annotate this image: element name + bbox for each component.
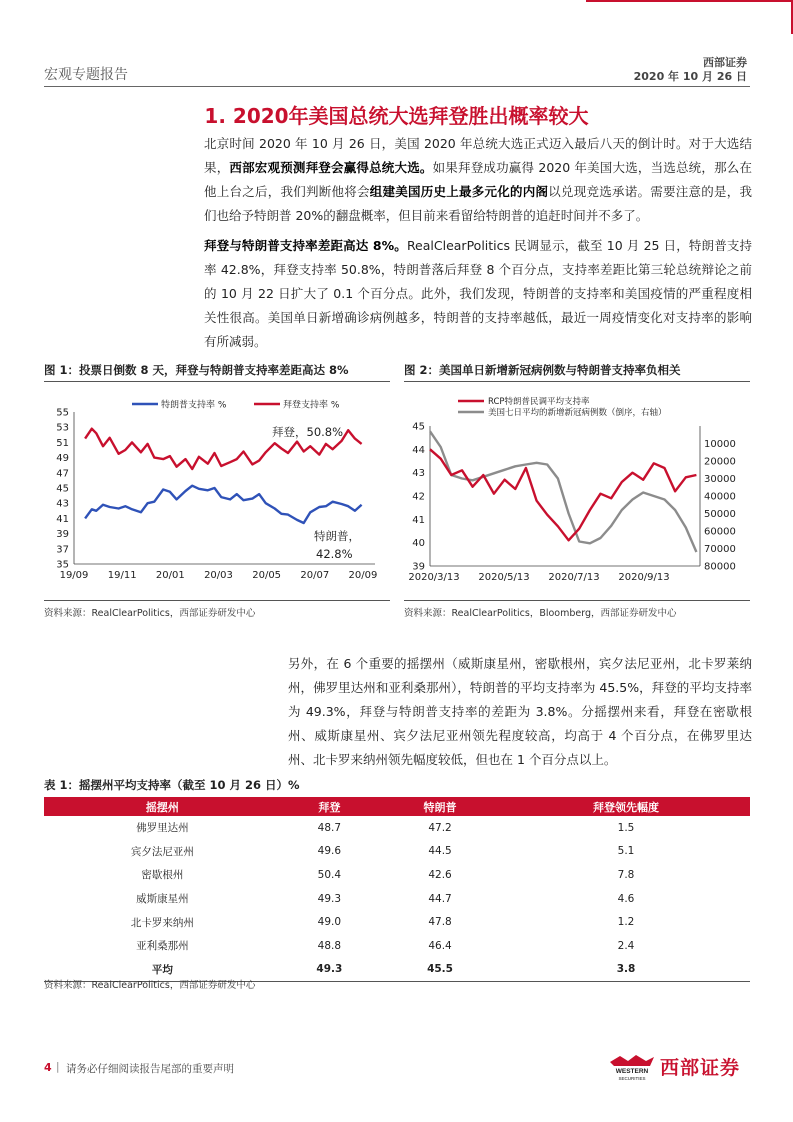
report-category: 宏观专题报告 [44, 67, 128, 83]
y-tick-label: 45 [412, 421, 425, 433]
x-tick-label: 2020/5/13 [478, 572, 530, 583]
section-title: 1. 2020年美国总统大选拜登胜出概率较大 [204, 104, 589, 128]
y2-tick-label: 50000 [704, 509, 736, 520]
table-cell: 44.7 [428, 892, 452, 905]
table-row [44, 840, 750, 864]
table-cell: 亚利桑那州 [136, 940, 189, 953]
para2-text-1: RealClearPolitics 民调显示，截至 10 月 25 日，特朗普支持率 42.8%，拜登支持率 50.8%，特朗普落后拜登 8 个百分点，支持率差距比第三轮总统辩论之前的 10 月 22 日扩大了 0.1 个百分点。此外，我们发现，特朗普的支持率和美国疫情的严重程度相关性很高。美国单日新增确诊病例越多，特朗普的支持率越低，最近一周疫情变化对支持率的影响有所减弱。 [204, 238, 752, 349]
figure1-title: 图 1：投票日倒数 8 天，拜登与特朗普支持率差距高达 8% [44, 363, 349, 377]
table-cell: 2.4 [617, 939, 635, 952]
table-cell: 5.1 [617, 845, 635, 858]
x-tick-label: 19/09 [59, 570, 89, 581]
y-tick-label: 39 [56, 529, 69, 541]
table-cell: 47.8 [428, 916, 452, 929]
y-tick-label: 35 [56, 559, 69, 571]
figure2-title: 图 2：美国单日新增新冠病例数与特朗普支持率负相关 [404, 363, 681, 377]
header-info [634, 56, 747, 84]
legend-label-trump: 特朗普支持率 % [161, 400, 227, 411]
table-cell: 50.4 [317, 868, 342, 881]
header-date: 2020 年 10 月 26 日 [633, 70, 747, 83]
figure2-top-rule [404, 381, 750, 382]
y-tick-label: 45 [56, 483, 69, 495]
table-row [44, 863, 750, 887]
x-tick-label: 20/05 [252, 570, 282, 581]
y-tick-label: 49 [56, 453, 69, 465]
annotation-biden: 拜登，50.8% [272, 425, 344, 439]
figure1-bottom-rule [44, 600, 390, 601]
company-logo [606, 1052, 756, 1082]
para1-text-2: 如果拜登成功赢得 2020 年美国大选，当选总统，那么在他上台之后，我们判断他将会 [204, 160, 752, 199]
logo-english-line1: WESTERN [615, 1068, 649, 1075]
x-tick-label: 2020/3/13 [408, 572, 460, 583]
annotation-trump-value: 42.8% [316, 547, 353, 561]
logo-emblem-icon [606, 1052, 658, 1082]
y-tick-label: 47 [56, 468, 69, 480]
y-tick-label: 44 [412, 444, 425, 456]
y2-tick-label: 40000 [704, 491, 736, 503]
y2-tick-label: 10000 [704, 439, 736, 450]
logo-chinese-text: 西部证券 [660, 1057, 741, 1079]
legend-label-cases: 美国七日平均的新增新冠病例数（倒序，右轴） [488, 408, 667, 418]
header-accent-bar [586, 0, 793, 2]
y-tick-label: 37 [56, 544, 69, 556]
table-cell: 7.8 [617, 868, 635, 881]
paragraph-polls [204, 234, 752, 354]
legend-label-poll: RCP特朗普民调平均支持率 [488, 397, 590, 407]
table-cell: 42.6 [428, 868, 452, 881]
figure2-source: 资料来源：RealClearPolitics，Bloomberg，西部证券研发中心 [404, 608, 677, 619]
y2-tick-label: 60000 [704, 526, 736, 538]
series-line-trump [85, 486, 362, 523]
figure2-bottom-rule [404, 600, 750, 601]
y-tick-label: 55 [56, 407, 69, 419]
figure2-chart [400, 388, 750, 588]
table-cell: 49.3 [281, 958, 378, 982]
x-tick-label: 20/07 [300, 570, 330, 581]
footer-separator: | [56, 1061, 60, 1073]
x-tick-label: 20/01 [155, 570, 185, 581]
y-tick-label: 41 [56, 513, 69, 525]
table-header-row [44, 797, 750, 816]
para1-text-1: 北京时间 2020 年 10 月 26 日，美国 2020 年总统大选正式迈入最后八天的倒计时。对于大选结果， [204, 136, 752, 175]
table-header-cell: 拜登领先幅度 [502, 797, 750, 816]
para1-bold-1: 西部宏观预测拜登会赢得总统大选。 [229, 160, 433, 175]
y-tick-label: 51 [56, 437, 69, 449]
table-cell: 44.5 [428, 845, 452, 858]
y-tick-label: 43 [56, 498, 69, 510]
para2-bold-1: 拜登与特朗普支持率差距高达 8%。 [204, 238, 407, 253]
y-tick-label: 42 [412, 491, 425, 503]
y-tick-label: 53 [56, 422, 69, 434]
swing-state-table [44, 797, 750, 982]
y2-tick-label: 30000 [704, 474, 736, 485]
table-cell: 1.5 [617, 821, 635, 834]
table-cell: 48.8 [317, 939, 342, 952]
footer-disclaimer: 请务必仔细阅读报告尾部的重要声明 [66, 1063, 234, 1075]
table-row [44, 887, 750, 911]
table-cell: 1.2 [617, 916, 635, 929]
y2-tick-label: 80000 [704, 561, 736, 573]
annotation-trump-name: 特朗普， [314, 529, 360, 543]
page-number: 4 [44, 1061, 52, 1074]
table-cell: 45.5 [378, 958, 502, 982]
table-cell: 北卡罗来纳州 [130, 916, 194, 929]
table-cell: 48.7 [317, 821, 342, 834]
table-cell: 佛罗里达州 [136, 822, 189, 835]
x-tick-label: 19/11 [107, 570, 137, 581]
x-tick-label: 2020/9/13 [618, 572, 670, 583]
table-cell: 威斯康星州 [136, 893, 189, 906]
header-divider [44, 86, 750, 87]
legend-label-biden: 拜登支持率 % [283, 400, 340, 411]
table-cell: 46.4 [428, 939, 452, 952]
table-cell: 49.0 [317, 916, 342, 929]
paragraph-swing-states: 另外，在 6 个重要的摇摆州（威斯康星州，密歇根州，宾夕法尼亚州，北卡罗莱纳州，佛罗里达州和亚利桑那州），特朗普的平均支持率为 45.5%，拜登的平均支持率为 49.3%，拜登与特朗普支持率的差距为 3.8%。分摇摆州来看，拜登在密歇根州、威斯康星州、宾夕法尼亚州领先程度较高，均高于 4 个百分点，在佛罗里达州、北卡罗来纳州领先幅度较低，但也在 1 个百分点以上。 [288, 656, 752, 767]
table-cell: 宾夕法尼亚州 [130, 845, 194, 858]
y-tick-label: 40 [412, 538, 425, 550]
paragraph-forecast [204, 132, 752, 228]
logo-english-line2: SECURITIES [618, 1076, 646, 1081]
y2-tick-label: 70000 [704, 544, 736, 555]
y-tick-label: 39 [412, 561, 425, 573]
table-cell: 密歇根州 [141, 869, 184, 882]
para1-text-3: 以兑现竞选承诺。需要注意的是，我们也给予特朗普 20%的翻盘概率，但目前来看留给特朗普的追赶时间并不多了。 [204, 184, 752, 223]
table1-title: 表 1：摇摆州平均支持率（截至 10 月 26 日）% [44, 778, 300, 792]
y-tick-label: 41 [412, 514, 425, 526]
x-tick-label: 2020/7/13 [548, 572, 600, 583]
table-row [44, 934, 750, 958]
table-header-cell: 特朗普 [378, 797, 502, 816]
figure1-source: 资料来源：RealClearPolitics，西部证券研发中心 [44, 608, 256, 619]
y-tick-label: 43 [412, 468, 425, 480]
table-row [44, 816, 750, 840]
x-tick-label: 20/03 [204, 570, 233, 581]
figure1-chart [40, 388, 390, 588]
para1-bold-2: 组建美国历史上最多元化的内阁 [369, 184, 549, 199]
figure1-top-rule [44, 381, 390, 382]
table1-source: 资料来源：RealClearPolitics，西部证券研发中心 [44, 980, 256, 991]
y2-tick-label: 20000 [704, 456, 736, 468]
table-header-cell: 摇摆州 [44, 797, 281, 816]
header-brand: 西部证券 [703, 56, 747, 69]
table-cell: 3.8 [502, 958, 750, 982]
x-tick-label: 20/09 [348, 570, 378, 581]
table-header-cell: 拜登 [281, 797, 378, 816]
table-cell: 49.6 [317, 845, 342, 858]
table-row [44, 910, 750, 934]
table-cell: 49.3 [317, 892, 342, 905]
table-cell: 平均 [44, 958, 281, 982]
table-cell: 47.2 [428, 821, 452, 834]
table-cell: 4.6 [617, 892, 635, 905]
